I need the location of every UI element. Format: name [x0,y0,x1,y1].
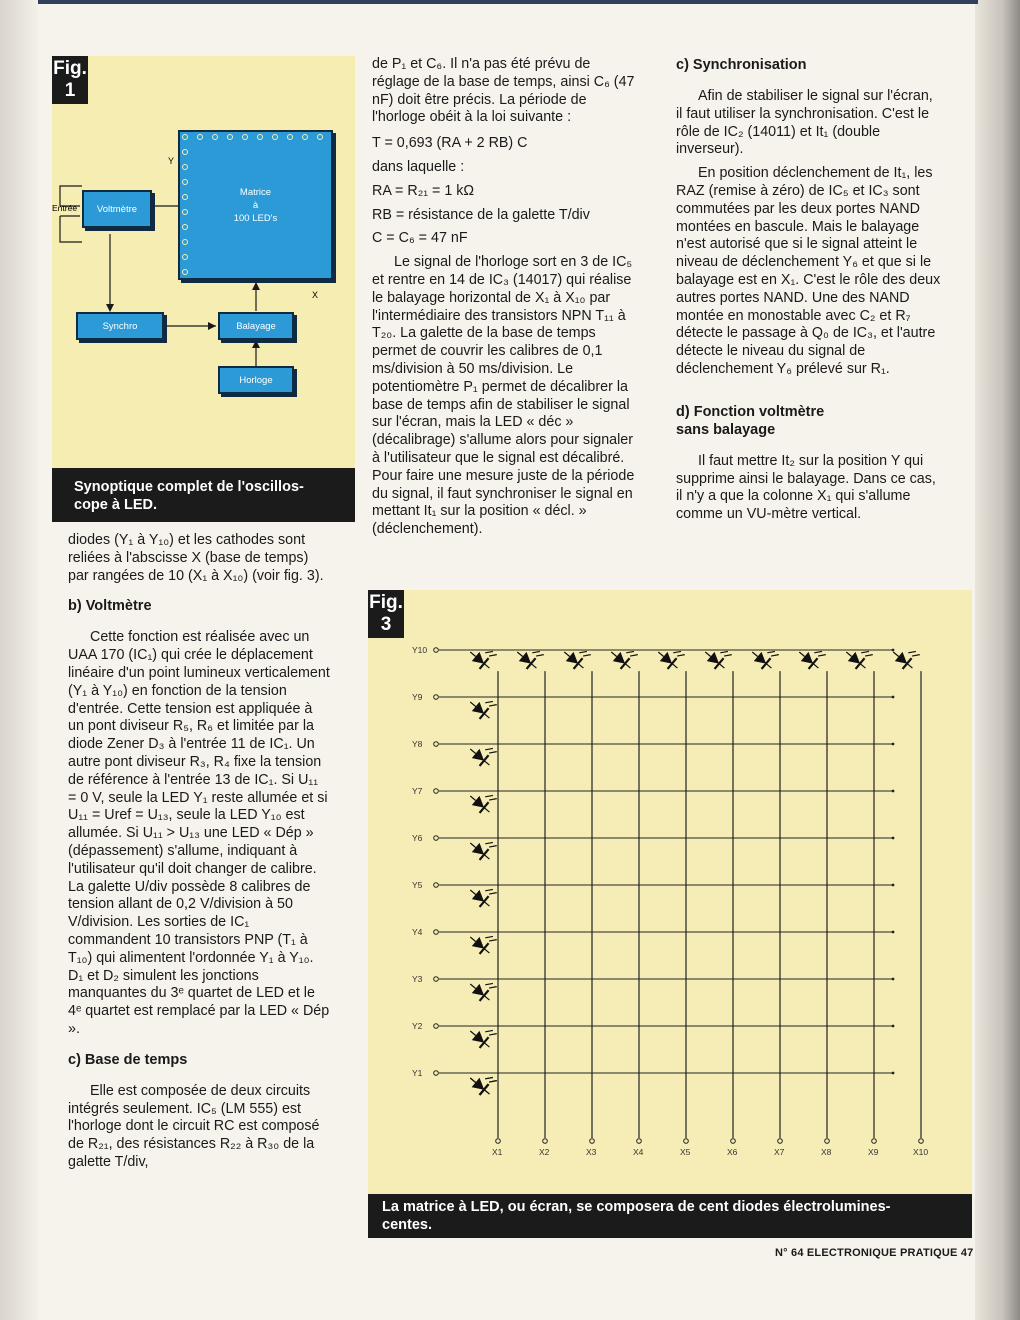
row-label-y7: Y7 [412,786,423,796]
figure-3-led-matrix [368,590,972,1194]
top-page-edge [38,0,978,4]
row-label-y10: Y10 [412,645,428,655]
row-label-y9: Y9 [412,692,423,702]
matrice-dot [182,134,188,140]
text-column-3 [676,56,942,530]
column-label-x3: X3 [586,1147,597,1157]
row-end [892,931,895,934]
row-label-y5: Y5 [412,880,423,890]
fig1-y-label: Y [168,156,175,166]
row-end [892,837,895,840]
row-end [892,696,895,699]
equation-period: T = 0,693 (RA + 2 RB) C [372,135,528,152]
column-label-x7: X7 [774,1147,785,1157]
matrice-dot [197,134,203,140]
column-terminal [778,1139,783,1144]
figure-1-tag-word: Fig. [53,58,87,79]
column-label-x2: X2 [539,1147,550,1157]
text-column-2 [372,56,638,545]
horloge-label: Horloge [239,374,273,386]
column-label-x10: X10 [913,1147,929,1157]
column-terminal [684,1139,689,1144]
led-diode-icon [654,641,687,674]
figure-3-tag-word: Fig. [369,592,403,613]
matrice-dot [242,134,248,140]
row-terminal [434,1071,439,1076]
col2-paragraph-2: Le signal de l'horloge sort en 3 de IC₅ et rentre en 14 de IC₃ (14017) qui réalise le balayage horizontal de X₁ à X₁₀ par l'intermédiaire des transistors NPN T₁₁ à T₂₀. La galette de la base de temps permet de couvrir les calibres de 0,1 ms/division à 50 ms/division. Le potentiomètre P₁ permet de décalibrer la base de temps afin de stabiliser le signal sur l'écran, mais la LED « déc » (décalibrage) s'allume alors pour signaler à l'utilisateur que le signal est décalibré. Pour faire une mesure juste de la période du signal, il faut synchroniser le signal en mettant It₁ sur la position « décl. » (déclenchement). [372,254,635,538]
column-terminal [731,1139,736,1144]
col3-paragraph-2: En position déclenchement de It₁, les RAZ (remise à zéro) de IC₅ et IC₃ sont commutées par les deux portes NAND montées en bascule. Mais le balayage n'est autorisé que si le signal atteint le niveau de déclenchement Y₆ et que si le balayage est en X₁. C'est le rôle des deux autres portes NAND. Une des NAND montée en monostable avec C₂ et R₇ détecte le passage à Q₀ de IC₃, et l'autre détecte le niveau du signal de déclenchement Y₆ prélevé sur R₁. [676,165,941,377]
col1-base-de-temps-paragraph: Elle est composée de deux circuits intégrés seulement. IC₅ (LM 555) est l'horloge dont le circuit RC est composé de R₂₁, des résistances R₂₂ à R₃₀ de la galette T/div, [68,1082,320,1170]
matrice-block [178,130,333,280]
led-diode-icon [466,1067,499,1100]
balayage-block [218,312,294,340]
row-terminal [434,789,439,794]
row-terminal [434,695,439,700]
row-end [892,743,895,746]
figure-3-caption-line2: centes. [382,1217,432,1233]
led-diode-icon [466,1067,499,1100]
figure-3-caption [368,1194,972,1238]
led-diode-icon [795,641,828,674]
matrice-dot [182,179,188,185]
led-diode-icon [466,641,499,674]
figure-3-tag [368,590,404,638]
voltmetre-block [82,190,152,228]
row-terminal [434,1024,439,1029]
row-end [892,1025,895,1028]
figure-1-caption-line2: cope à LED. [74,497,157,513]
matrice-label-line3: 100 LED's [233,212,278,224]
row-end [892,649,895,652]
col3-paragraph-3: Il faut mettre It₂ sur la position Y qui supprime ainsi le balayage. Dans ce cas, il n'y a que la colonne X₁ qui s'allume comme un VU-mètre vertical. [676,452,936,523]
figure-1-caption [52,468,355,522]
matrice-dot [182,164,188,170]
left-page-edge [0,0,38,1320]
figure-3-caption-line1: La matrice à LED, ou écran, se composera de cent diodes électrolumines- [382,1199,891,1215]
heading-fonction-voltmetre [676,403,942,439]
row-label-y6: Y6 [412,833,423,843]
led-diode-icon [466,973,499,1006]
column-label-x6: X6 [727,1147,738,1157]
led-diode-icon [842,641,875,674]
led-diode-icon [466,738,499,771]
fig1-entree-label: Entrée [52,203,78,213]
heading-synchronisation: c) Synchronisation [676,57,807,73]
synchro-label: Synchro [102,320,138,332]
col3-paragraph-1: Afin de stabiliser le signal sur l'écran, il faut utiliser la synchronisation. C'est le rôle de IC₂ (14011) et It₁ (double inverseur). [676,88,933,158]
balayage-label: Balayage [236,320,276,332]
matrice-dot [182,269,188,275]
column-terminal [637,1139,642,1144]
col1-intro-paragraph: diodes (Y₁ à Y₁₀) et les cathodes sont reliées à l'abscisse X (base de temps) par rangées de 10 (X₁ à X₁₀) (voir fig. 3). [68,532,324,584]
matrice-dot [182,149,188,155]
row-label-y1: Y1 [412,1068,423,1078]
led-matrix-schematic [368,590,972,1194]
column-terminal [543,1139,548,1144]
figure-1-tag [52,56,88,104]
row-terminal [434,930,439,935]
row-terminal [434,648,439,653]
horloge-block [218,366,294,394]
page-footer: N° 64 ELECTRONIQUE PRATIQUE 47 [775,1247,974,1259]
right-page-edge [975,0,1020,1320]
figure-1-block-diagram [52,56,355,468]
led-diode-icon [607,641,640,674]
matrice-dot [317,134,323,140]
equation-rb: RB = résistance de la galette T/div [372,206,590,223]
figure-1-tag-number: 1 [64,80,76,101]
equation-intro: dans laquelle : [372,158,465,175]
heading-base-de-temps: c) Base de temps [68,1051,188,1068]
row-terminal [434,836,439,841]
led-diode-icon [560,641,593,674]
matrice-dot [272,134,278,140]
row-end [892,978,895,981]
column-terminal [919,1139,924,1144]
matrice-dot [182,254,188,260]
led-diode-icon [513,641,546,674]
matrice-label-line2: à [252,199,259,211]
column-terminal [496,1139,501,1144]
row-label-y2: Y2 [412,1021,423,1031]
column-label-x5: X5 [680,1147,691,1157]
column-terminal [825,1139,830,1144]
matrice-dot [302,134,308,140]
matrice-dot [182,209,188,215]
voltmetre-label: Voltmètre [96,203,138,215]
synchro-block [76,312,164,340]
matrice-dot [227,134,233,140]
led-diode-icon [748,641,781,674]
column-label-x8: X8 [821,1147,832,1157]
led-diode-icon [466,785,499,818]
figure-1-caption-line1: Synoptique complet de l'oscillos- [74,479,304,495]
column-label-x4: X4 [633,1147,644,1157]
col1-voltmetre-paragraph: Cette fonction est réalisée avec un UAA 170 (IC₁) qui crée le déplacement linéaire d'un point lumineux verticalement (Y₁ à Y₁₀) en fonction de la tension d'entrée. Cette tension est appliquée à un pont diviseur R₅, R₆ et limitée par la diode Zener D₃ à l'entrée 11 de IC₁. Un autre pont diviseur R₃, R₄ fixe la tension de référence à l'entrée 13 de IC₁. Si U₁₁ = 0 V, seule la LED Y₁ reste allumée et si U₁₁ = Uref = U₁₃, seule la LED Y₁₀ est allumée. Si U₁₁ > U₁₃ une LED « Dép » (dépassement) s'allume, indiquant à l'utilisateur qu'il doit changer de calibre. La galette U/div possède 8 calibres de tension allant de 0,2 V/division à 50 V/division. Les sorties de IC₁ commandent 10 transistors PNP (T₁ à T₁₀) qui alimentent l'ordonnée Y₁ à Y₁₀. D₁ et D₂ simulent les jonctions manquantes du 3ᵉ quartet de LED et le 4ᵉ quartet est remplacé par la LED « Dép ». [68,629,330,1037]
fig1-x-label: X [312,290,319,300]
row-end [892,1072,895,1075]
figure-3-tag-number: 3 [380,614,392,635]
matrice-dot [182,224,188,230]
row-label-y8: Y8 [412,739,423,749]
row-end [892,790,895,793]
column-label-x1: X1 [492,1147,503,1157]
led-diode-icon [466,1020,499,1053]
column-terminal [872,1139,877,1144]
text-column-1 [68,532,330,1178]
col2-paragraph-1: de P₁ et C₆. Il n'a pas été prévu de réglage de la base de temps, ainsi C₆ (47 nF) doit être précis. La période de l'horloge obéit à la loi suivante : [372,56,635,126]
matrice-dot [182,194,188,200]
column-terminal [590,1139,595,1144]
led-diode-icon [466,879,499,912]
matrice-dot [257,134,263,140]
led-diode-icon [701,641,734,674]
led-diode-icon [466,832,499,865]
matrice-label-line1: Matrice [239,186,272,198]
equation-ra: RA = R₂₁ = 1 kΩ [372,182,475,199]
equation-c: C = C₆ = 47 nF [372,230,468,247]
row-end [892,884,895,887]
column-label-x9: X9 [868,1147,879,1157]
row-terminal [434,977,439,982]
matrice-dot [182,239,188,245]
led-diode-icon [466,926,499,959]
heading-fonction-voltmetre-line2: sans balayage [676,421,776,438]
matrice-dot [287,134,293,140]
row-terminal [434,883,439,888]
led-diode-icon [889,641,922,674]
row-label-y3: Y3 [412,974,423,984]
matrice-dot [212,134,218,140]
heading-fonction-voltmetre-line1: d) Fonction voltmètre [676,403,825,420]
led-diode-icon [466,691,499,724]
row-label-y4: Y4 [412,927,423,937]
row-terminal [434,742,439,747]
heading-voltmetre: b) Voltmètre [68,598,152,615]
